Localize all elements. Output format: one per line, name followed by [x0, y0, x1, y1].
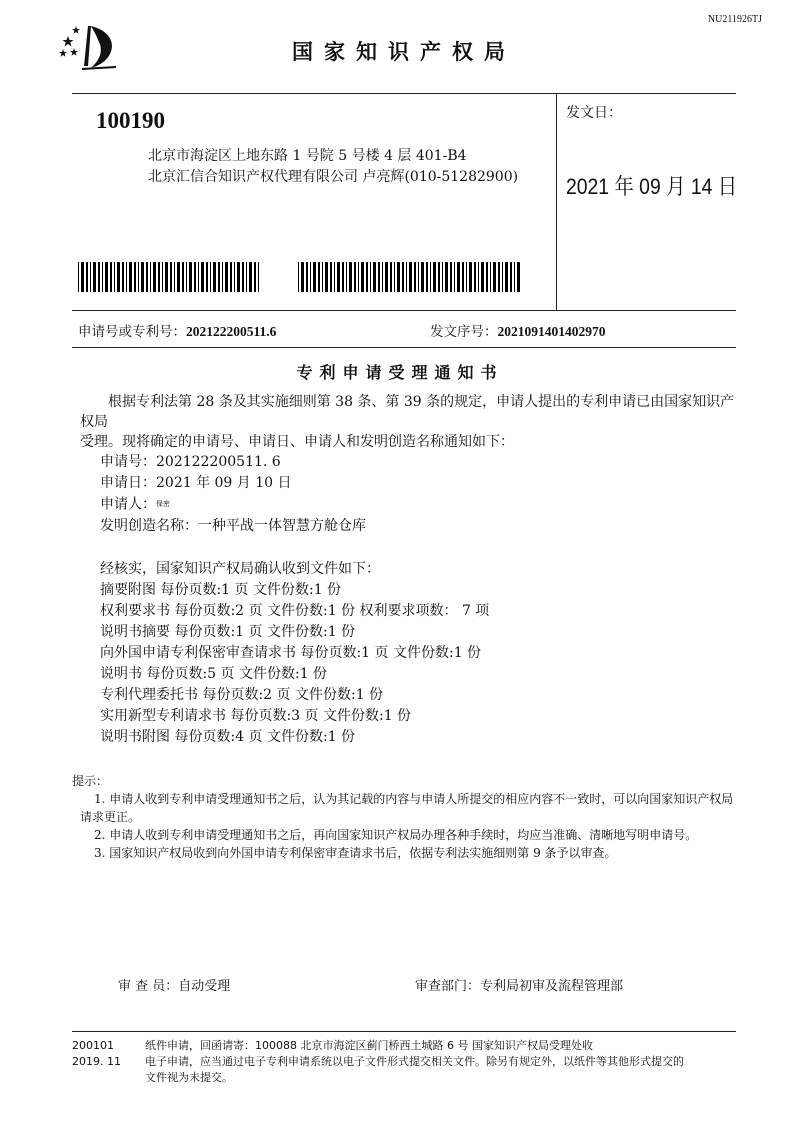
hint-item: 1. 申请人收到专利申请受理通知书之后，认为其记载的内容与申请人所提交的相应内容不一致时，可以向国家知识产权局 [94, 792, 734, 806]
footer-text [145, 1038, 745, 1086]
field-label: 申请日： [100, 475, 156, 491]
barcode-right [298, 262, 520, 292]
field-application-date [80, 473, 740, 494]
field-value: 202122200511. 6 [156, 454, 281, 470]
document-item: 摘要附图 每份页数:1 页 文件份数:1 份 [100, 581, 342, 598]
serial-number: 2021091401402970 [497, 324, 606, 339]
address-line-2: 北京汇信合知识产权代理有限公司 卢亮辉(010-51282900) [148, 169, 519, 185]
footer-code-2: 2019. 11 [72, 1055, 121, 1068]
notice-body [80, 392, 740, 748]
field-value: 2021 年 09 月 10 日 [156, 475, 292, 491]
notice-title: 专利申请受理通知书 [296, 363, 504, 382]
received-heading: 经核实，国家知识产权局确认收到文件如下： [100, 560, 380, 577]
hints-label: 提示： [72, 774, 109, 788]
serial-number-row [430, 320, 606, 340]
postcode: 100190 [96, 108, 165, 133]
hint-item-continued: 请求更正。 [80, 810, 141, 824]
field-value: 一种平战一体智慧方舱仓库 [198, 517, 366, 534]
document-item: 说明书附图 每份页数:4 页 文件份数:1 份 [100, 728, 356, 745]
cnipa-logo [58, 22, 120, 70]
document-item: 专利代理委托书 每份页数:2 页 文件份数:1 份 [100, 686, 384, 703]
vertical-divider [556, 94, 557, 310]
serial-number-label: 发文序号： [430, 324, 498, 340]
reviewer: 审 查 员：自动受理 [118, 979, 231, 994]
title-divider [72, 347, 736, 348]
footer-codes [72, 1038, 121, 1070]
document-code: NU211926TJ [707, 14, 762, 25]
send-date-label: 发文日： [566, 105, 622, 121]
application-number-row [78, 320, 276, 340]
field-label: 申请号： [100, 454, 156, 470]
application-number-label: 申请号或专利号： [78, 324, 186, 340]
hints-section [72, 772, 742, 862]
agency-title: 国家知识产权局 [292, 40, 516, 64]
recipient-address [148, 146, 518, 188]
footer-code-1: 200101 [72, 1039, 114, 1052]
field-label: 发明创造名称： [100, 517, 198, 534]
field-applicant [80, 494, 740, 516]
application-number: 202122200511.6 [186, 324, 277, 339]
intro-line-2: 受理。现将确定的申请号、申请日、申请人和发明创造名称通知如下： [80, 434, 514, 450]
footer-divider [72, 1031, 736, 1032]
hint-item: 2. 申请人收到专利申请受理通知书之后，再向国家知识产权局办理各种手续时，均应当准确、清晰地写明申请号。 [94, 828, 698, 842]
hint-item: 3. 国家知识产权局收到向外国申请专利保密审查请求书后，依据专利法实施细则第 9 条予以审查。 [94, 846, 617, 860]
field-value: 保密 [156, 500, 170, 508]
document-item: 向外国申请专利保密审查请求书 每份页数:1 页 文件份数:1 份 [100, 644, 482, 661]
footer-line-3: 文件视为未提交。 [145, 1071, 233, 1084]
document-item: 权利要求书 每份页数:2 页 文件份数:1 份 权利要求项数： 7 项 [100, 602, 490, 619]
field-application-number [80, 452, 740, 473]
review-department: 审查部门：专利局初审及流程管理部 [415, 979, 624, 994]
field-invention-title [80, 516, 740, 537]
barcode-left [78, 262, 262, 292]
send-date: 2021 年 09 月 14 日 [566, 174, 738, 199]
address-line-1: 北京市海淀区上地东路 1 号院 5 号楼 4 层 401-B4 [148, 148, 467, 164]
document-item: 实用新型专利请求书 每份页数:3 页 文件份数:1 份 [100, 707, 412, 724]
document-item: 说明书 每份页数:5 页 文件份数:1 份 [100, 665, 328, 682]
header-divider [72, 93, 736, 94]
footer-line-2: 电子申请，应当通过电子专利申请系统以电子文件形式提交相关文件。除另有规定外，以纸件等其他形式提交的 [145, 1055, 684, 1068]
document-item: 说明书摘要 每份页数:1 页 文件份数:1 份 [100, 623, 356, 640]
barcode-divider [72, 310, 736, 311]
footer-line-1: 纸件申请，回函请寄：100088 北京市海淀区蓟门桥西土城路 6 号 国家知识产权局受理处收 [145, 1039, 593, 1052]
intro-line-1: 根据专利法第 28 条及其实施细则第 38 条、第 39 条的规定，申请人提出的专利申请已由国家知识产权局 [80, 394, 735, 430]
field-label: 申请人： [100, 496, 156, 513]
